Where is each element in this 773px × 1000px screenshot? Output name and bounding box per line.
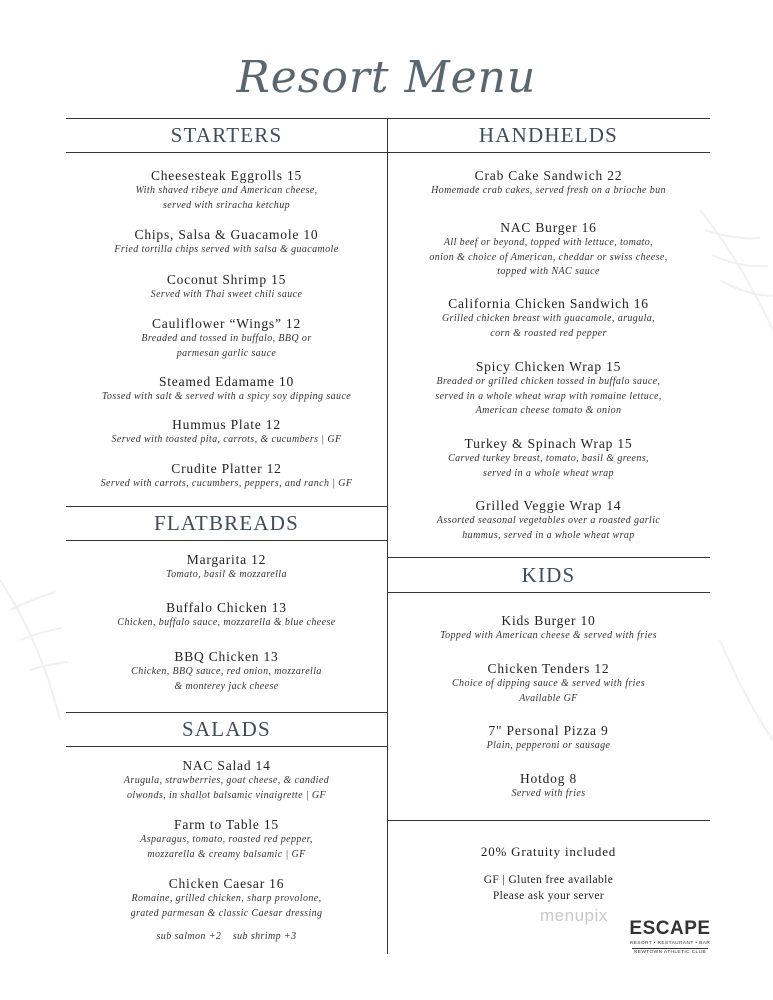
item-description: Fried tortilla chips served with salsa & guacamole — [114, 244, 339, 255]
item-description: Served with fries — [511, 788, 586, 799]
item-name: 7" Personal Pizza 9 — [488, 723, 609, 738]
escape-logo: ESCAPE — [629, 918, 711, 939]
menu-item — [66, 816, 387, 862]
item-name: Crudite Platter 12 — [171, 461, 282, 476]
menu-item — [387, 612, 710, 644]
menu-item — [387, 722, 710, 754]
item-description: Served with carrots, cucumbers, peppers, and ranch | GF — [100, 478, 353, 489]
item-name: Buffalo Chicken 13 — [166, 600, 287, 615]
item-description: Choice of dipping sauce & served with fries Available GF — [451, 678, 645, 704]
item-name: Chips, Salsa & Guacamole 10 — [134, 227, 319, 242]
logo-tagline: RESORT • RESTAURANT • BAR — [629, 941, 711, 946]
menu-item — [387, 295, 710, 341]
logo-divider — [632, 948, 708, 949]
menu-item — [66, 167, 387, 213]
item-name: Hummus Plate 12 — [172, 417, 281, 432]
menu-item — [387, 219, 710, 280]
item-description: Homemade crab cakes, served fresh on a brioche bun — [431, 185, 666, 196]
gratuity-note: 20% Gratuity included — [480, 844, 617, 859]
menu-item — [66, 416, 387, 448]
menu-item — [387, 358, 710, 419]
item-description: Asparagus, tomato, roasted red pepper, mozzarella & creamy balsamic | GF — [140, 834, 313, 860]
menu-item — [387, 167, 710, 199]
item-description: Served with toasted pita, carrots, & cucumbers | GF — [111, 434, 342, 445]
item-description: Breaded and tossed in buffalo, BBQ or parmesan garlic sauce — [141, 333, 312, 359]
item-description: All beef or beyond, topped with lettuce, tomato, onion & choice of American, cheddar or swiss cheese, topped with NAC sauce — [429, 237, 668, 277]
item-name: Farm to Table 15 — [174, 817, 279, 832]
item-name: Cheesesteak Eggrolls 15 — [150, 168, 303, 183]
menupix-watermark: menupix — [540, 906, 608, 925]
item-name: BBQ Chicken 13 — [174, 649, 279, 664]
item-description: Served with Thai sweet chili sauce — [150, 289, 303, 300]
divider — [66, 152, 710, 153]
item-description: Tossed with salt & served with a spicy soy dipping sauce — [101, 391, 352, 402]
menu-item — [387, 660, 710, 706]
item-description: With shaved ribeye and American cheese, served with sriracha ketchup — [135, 185, 318, 211]
divider — [66, 712, 387, 713]
item-name: Spicy Chicken Wrap 15 — [475, 359, 622, 374]
menu-item — [66, 271, 387, 303]
item-description: Topped with American cheese & served with fries — [440, 630, 657, 641]
item-description: Plain, pepperoni or sausage — [486, 740, 611, 751]
item-description: Breaded or grilled chicken tossed in buffalo sauce, served in a whole wheat wrap with romaine lettuce, American cheese tomato & onion — [435, 376, 662, 416]
menu-item — [66, 373, 387, 405]
menu-item — [387, 497, 710, 543]
item-name: Margarita 12 — [186, 552, 267, 567]
ask-server-note: Please ask your server — [492, 890, 605, 902]
logo-club: NEWTOWN ATHLETIC CLUB — [633, 950, 707, 955]
menu-item — [66, 757, 387, 803]
item-name: Chicken Caesar 16 — [168, 876, 285, 891]
item-description: Grilled chicken breast with guacamole, arugula, corn & roasted red pepper — [441, 313, 656, 339]
item-name: Crab Cake Sandwich 22 — [474, 168, 623, 183]
item-name: Hotdog 8 — [519, 771, 578, 786]
item-description: Chicken, BBQ sauce, red onion, mozzarella & monterey jack cheese — [131, 666, 322, 692]
item-description: Assorted seasonal vegetables over a roasted garlic hummus, served in a whole wheat wrap — [436, 515, 661, 541]
item-name: Kids Burger 10 — [501, 613, 596, 628]
item-description: Tomato, basil & mozzarella — [166, 569, 287, 580]
item-name: Coconut Shrimp 15 — [166, 272, 287, 287]
menu-item — [66, 460, 387, 492]
addons-text: sub salmon +2 sub shrimp +3 — [156, 931, 297, 942]
section-heading-flatbreads: FLATBREADS — [153, 511, 300, 535]
item-description: Romaine, grilled chicken, sharp provolone, grated parmesan & classic Caesar dressing — [130, 893, 323, 919]
item-name: NAC Burger 16 — [500, 220, 597, 235]
item-name: Grilled Veggie Wrap 14 — [475, 498, 622, 513]
item-name: NAC Salad 14 — [182, 758, 271, 773]
section-heading-salads: SALADS — [182, 717, 271, 741]
menu-item — [66, 315, 387, 361]
page-title: Resort Menu — [236, 52, 537, 103]
divider — [387, 592, 710, 593]
item-description: Arugula, strawberries, goat cheese, & candied olwonds, in shallot balsamic vinaigrette | GF — [123, 775, 330, 801]
item-name: Chicken Tenders 12 — [487, 661, 610, 676]
section-heading-handhelds: HANDHELDS — [478, 123, 619, 147]
divider — [66, 506, 387, 507]
menu-item — [387, 770, 710, 802]
section-heading-starters: STARTERS — [170, 123, 283, 147]
salad-addons — [66, 930, 387, 945]
gluten-free-note: GF | Gluten free available — [483, 874, 614, 886]
item-name: Cauliflower “Wings” 12 — [151, 316, 302, 331]
item-name: California Chicken Sandwich 16 — [448, 296, 649, 311]
section-heading-kids: KIDS — [521, 563, 576, 587]
menu-item — [66, 599, 387, 631]
menu-item — [66, 226, 387, 258]
menu-item — [66, 875, 387, 921]
menu-item — [387, 435, 710, 481]
item-name: Turkey & Spinach Wrap 15 — [464, 436, 633, 451]
item-description: Chicken, buffalo sauce, mozzarella & blue cheese — [117, 617, 336, 628]
divider — [66, 540, 387, 541]
divider — [66, 118, 710, 119]
item-description: Carved turkey breast, tomato, basil & greens, served in a whole wheat wrap — [448, 453, 649, 479]
menu-item — [66, 648, 387, 694]
divider — [66, 746, 387, 747]
menu-item — [66, 551, 387, 583]
divider — [387, 820, 710, 821]
divider — [387, 557, 710, 558]
item-name: Steamed Edamame 10 — [158, 374, 295, 389]
